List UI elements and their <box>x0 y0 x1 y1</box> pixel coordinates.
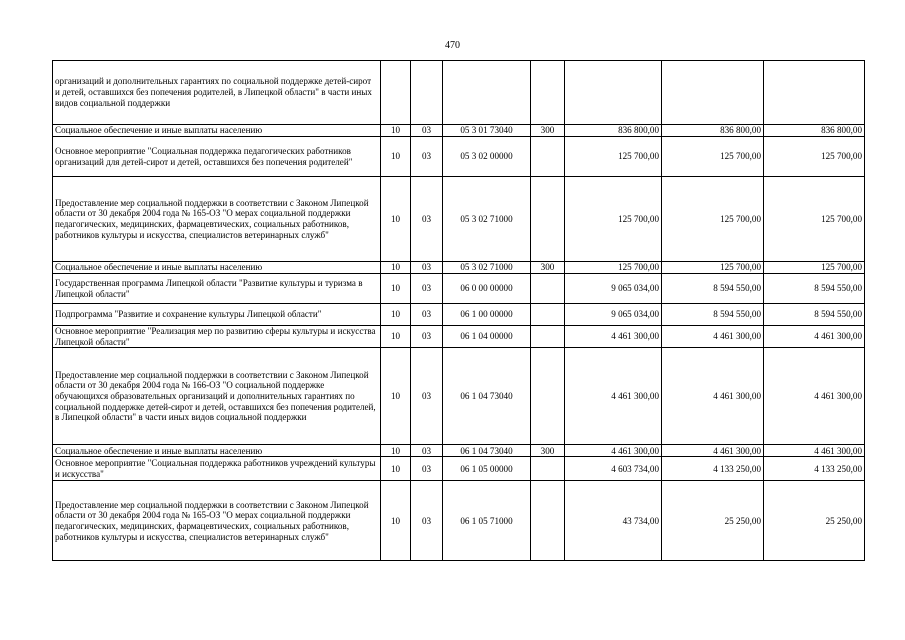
cell-rz: 10 <box>381 457 411 481</box>
cell-s2: 8 594 550,00 <box>662 274 764 304</box>
cell-rz: 10 <box>381 177 411 262</box>
cell-vr <box>531 457 565 481</box>
cell-s2: 125 700,00 <box>662 262 764 274</box>
table-row <box>53 457 865 481</box>
cell-s1: 9 065 034,00 <box>565 274 662 304</box>
cell-name: Социальное обеспечение и иные выплаты населению <box>53 125 381 137</box>
cell-pr: 03 <box>411 326 443 348</box>
cell-rz: 10 <box>381 304 411 326</box>
cell-s1: 125 700,00 <box>565 137 662 177</box>
cell-cs: 05 3 02 71000 <box>443 177 531 262</box>
cell-rz: 10 <box>381 137 411 177</box>
cell-s3: 125 700,00 <box>764 262 865 274</box>
cell-vr <box>531 137 565 177</box>
cell-s2: 125 700,00 <box>662 137 764 177</box>
cell-vr: 300 <box>531 262 565 274</box>
cell-cs: 06 1 04 00000 <box>443 326 531 348</box>
cell-pr <box>411 61 443 125</box>
cell-s3 <box>764 61 865 125</box>
cell-s1: 4 461 300,00 <box>565 326 662 348</box>
cell-name: Предоставление мер социальной поддержки в соответствии с Законом Липецкой области от 30 декабря 2004 года № 166-ОЗ "О социальной поддержке обучающихся образовательных организаций и дополнительных гарантиях по социальной поддержке детей-сирот и детей, оставшихся без попечения родителей, в Липецкой области" в части иных видов социальной поддержки <box>53 348 381 445</box>
cell-s2: 4 461 300,00 <box>662 348 764 445</box>
cell-cs: 06 0 00 00000 <box>443 274 531 304</box>
cell-pr: 03 <box>411 348 443 445</box>
cell-s3: 125 700,00 <box>764 137 865 177</box>
cell-vr <box>531 304 565 326</box>
cell-pr: 03 <box>411 137 443 177</box>
cell-vr <box>531 326 565 348</box>
cell-s1: 4 461 300,00 <box>565 348 662 445</box>
cell-cs: 06 1 04 73040 <box>443 348 531 445</box>
cell-vr <box>531 348 565 445</box>
cell-rz: 10 <box>381 262 411 274</box>
cell-pr: 03 <box>411 177 443 262</box>
cell-s3: 8 594 550,00 <box>764 274 865 304</box>
cell-name: Подпрограмма "Развитие и сохранение культуры Липецкой области" <box>53 304 381 326</box>
table-row <box>53 348 865 445</box>
cell-cs <box>443 61 531 125</box>
cell-pr: 03 <box>411 262 443 274</box>
cell-s3: 4 461 300,00 <box>764 348 865 445</box>
cell-cs: 06 1 05 00000 <box>443 457 531 481</box>
cell-s2: 4 133 250,00 <box>662 457 764 481</box>
cell-s1: 836 800,00 <box>565 125 662 137</box>
cell-rz: 10 <box>381 274 411 304</box>
cell-rz: 10 <box>381 445 411 457</box>
cell-pr: 03 <box>411 125 443 137</box>
cell-name: Предоставление мер социальной поддержки в соответствии с Законом Липецкой области от 30 декабря 2004 года № 165-ОЗ "О мерах социальной поддержки педагогических, медицинских, фармацевтических, социальных работников, работников культуры и искусства, специалистов ветеринарных служб" <box>53 481 381 561</box>
cell-name: Социальное обеспечение и иные выплаты населению <box>53 445 381 457</box>
cell-s1: 9 065 034,00 <box>565 304 662 326</box>
cell-s1 <box>565 61 662 125</box>
table-row <box>53 61 865 125</box>
cell-vr <box>531 61 565 125</box>
cell-s3: 4 461 300,00 <box>764 326 865 348</box>
cell-name: Основное мероприятие "Реализация мер по развитию сферы культуры и искусства Липецкой области" <box>53 326 381 348</box>
cell-cs: 06 1 05 71000 <box>443 481 531 561</box>
table-body <box>53 61 865 561</box>
cell-s2: 25 250,00 <box>662 481 764 561</box>
cell-vr <box>531 274 565 304</box>
cell-rz <box>381 61 411 125</box>
cell-vr <box>531 177 565 262</box>
cell-s3: 836 800,00 <box>764 125 865 137</box>
cell-rz: 10 <box>381 481 411 561</box>
cell-s1: 125 700,00 <box>565 262 662 274</box>
cell-name: организаций и дополнительных гарантиях по социальной поддержке детей-сирот и детей, оставшихся без попечения родителей, в Липецкой области" в части иных видов социальной поддержки <box>53 61 381 125</box>
cell-name: Социальное обеспечение и иные выплаты населению <box>53 262 381 274</box>
cell-s3: 4 461 300,00 <box>764 445 865 457</box>
cell-vr: 300 <box>531 125 565 137</box>
cell-s1: 125 700,00 <box>565 177 662 262</box>
cell-pr: 03 <box>411 274 443 304</box>
cell-pr: 03 <box>411 457 443 481</box>
table-row <box>53 125 865 137</box>
cell-cs: 05 3 02 71000 <box>443 262 531 274</box>
cell-name: Государственная программа Липецкой области "Развитие культуры и туризма в Липецкой области" <box>53 274 381 304</box>
cell-rz: 10 <box>381 348 411 445</box>
cell-cs: 06 1 04 73040 <box>443 445 531 457</box>
budget-table <box>52 60 865 561</box>
cell-cs: 06 1 00 00000 <box>443 304 531 326</box>
cell-s2: 4 461 300,00 <box>662 326 764 348</box>
table-row <box>53 137 865 177</box>
cell-s2: 4 461 300,00 <box>662 445 764 457</box>
table-row <box>53 274 865 304</box>
cell-cs: 05 3 01 73040 <box>443 125 531 137</box>
cell-cs: 05 3 02 00000 <box>443 137 531 177</box>
table-row <box>53 304 865 326</box>
table-row <box>53 481 865 561</box>
page-number: 470 <box>445 40 460 51</box>
cell-s2: 836 800,00 <box>662 125 764 137</box>
cell-pr: 03 <box>411 481 443 561</box>
cell-s2 <box>662 61 764 125</box>
cell-pr: 03 <box>411 445 443 457</box>
cell-rz: 10 <box>381 125 411 137</box>
table-row <box>53 326 865 348</box>
cell-name: Предоставление мер социальной поддержки в соответствии с Законом Липецкой области от 30 декабря 2004 года № 165-ОЗ "О мерах социальной поддержки педагогических, медицинских, фармацевтических, социальных работников, работников культуры и искусства, специалистов ветеринарных служб" <box>53 177 381 262</box>
cell-s3: 8 594 550,00 <box>764 304 865 326</box>
cell-vr: 300 <box>531 445 565 457</box>
cell-s2: 125 700,00 <box>662 177 764 262</box>
cell-pr: 03 <box>411 304 443 326</box>
cell-s1: 43 734,00 <box>565 481 662 561</box>
table-row <box>53 445 865 457</box>
cell-rz: 10 <box>381 326 411 348</box>
cell-name: Основное мероприятие "Социальная поддержка работников учреждений культуры и искусства" <box>53 457 381 481</box>
table-row <box>53 262 865 274</box>
cell-s1: 4 461 300,00 <box>565 445 662 457</box>
table-row <box>53 177 865 262</box>
cell-name: Основное мероприятие "Социальная поддержка педагогических работников организаций для детей-сирот и детей, оставшихся без попечения родителей" <box>53 137 381 177</box>
cell-s1: 4 603 734,00 <box>565 457 662 481</box>
cell-vr <box>531 481 565 561</box>
cell-s3: 25 250,00 <box>764 481 865 561</box>
cell-s2: 8 594 550,00 <box>662 304 764 326</box>
cell-s3: 4 133 250,00 <box>764 457 865 481</box>
cell-s3: 125 700,00 <box>764 177 865 262</box>
